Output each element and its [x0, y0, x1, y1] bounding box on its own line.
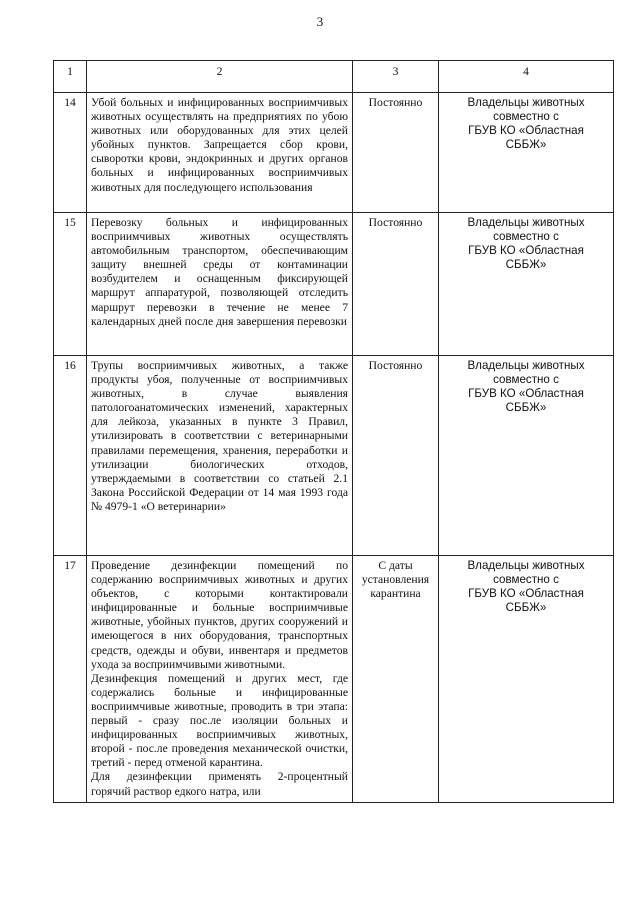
header-cell-number: 1 — [54, 61, 87, 93]
table-row — [54, 93, 614, 213]
responsible-line: ГБУВ КО «Областная — [468, 587, 584, 601]
page-number: 3 — [316, 14, 324, 29]
table-header-row — [54, 61, 614, 93]
header-cell-term: 3 — [353, 61, 439, 93]
table-row — [54, 356, 614, 556]
responsible-line: Владельцы животных — [467, 359, 585, 372]
responsible-line: СББЖ» — [505, 258, 547, 272]
responsible-line: СББЖ» — [505, 601, 547, 615]
responsible-line: ГБУВ КО «Областная — [468, 124, 584, 138]
row-responsible — [439, 93, 614, 213]
row-term: С даты установления карантина — [353, 556, 439, 803]
row-number: 15 — [54, 213, 87, 356]
responsible-line: ГБУВ КО «Областная — [468, 387, 584, 401]
responsible-line: совместно с — [493, 230, 559, 244]
row-term: Постоянно — [353, 213, 439, 356]
table-row — [54, 213, 614, 356]
measure-paragraph: Дезинфекция помещений и других мест, где содержались больные и инфицированные восприимчивые животные, проводить в три этапа: первый - сразу пос.ле изоляции больных и инфицированных восприимчивых животных, второй - пос.ле проведения механической очистки, третий - перед отменой карантина. — [91, 671, 348, 770]
measure-paragraph: Проведение дезинфекции помещений по содержанию восприимчивых животных и других объектов, с которыми контактировали инфицированные и больные восприимчивые животные, убойных пунктов, других сооружений и имеющегося в них оборудования, транспортных средств, одежды и обуви, инвентаря и предметов ухода за восприимчивыми животными. — [91, 559, 348, 671]
row-responsible — [439, 213, 614, 356]
measure-paragraph: Для дезинфекции применять 2-процентный горячий раствор едкого натра, или — [91, 770, 348, 798]
responsible-line: Владельцы животных — [467, 96, 585, 109]
measure-paragraph: Трупы восприимчивых животных, а также продукты убоя, полученные от восприимчивых животных, в случае выявления патологоанатомических изменений, характерных для лейкоза, указанных в пункте 3 Правил, утилизировать в соответствии с ветеринарными правилами перемещения, хранения, переработки и утилизации биологических отходов, утверждаемыми в соответствии со статьей 2.1 Закона Российской Федерации от 14 мая 1993 года № 4979-1 «О ветеринарии» — [91, 359, 348, 513]
row-measure-text — [87, 556, 353, 803]
row-term: Постоянно — [353, 93, 439, 213]
row-number: 17 — [54, 556, 87, 803]
row-responsible — [439, 356, 614, 556]
responsible-line: ГБУВ КО «Областная — [468, 244, 584, 258]
row-measure-text — [87, 213, 353, 356]
table-row — [54, 556, 614, 803]
row-number: 16 — [54, 356, 87, 556]
responsible-line: совместно с — [493, 110, 559, 124]
measure-paragraph: Перевозку больных и инфицированных восприимчивых животных осуществлять автомобильным транспортом, обеспечивающим защиту внешней среды от контаминации возбудителем и оснащенным фиксирующей маршрут аппаратурой, позволяющей отследить маршрут перевозки в течение не менее 7 календарных дней после дня завершения перевозки — [91, 216, 348, 328]
responsible-line: СББЖ» — [505, 401, 547, 415]
row-responsible — [439, 556, 614, 803]
header-cell-measure: 2 — [87, 61, 353, 93]
row-measure-text — [87, 93, 353, 213]
row-term: Постоянно — [353, 356, 439, 556]
header-cell-responsible: 4 — [439, 61, 614, 93]
responsible-line: Владельцы животных — [467, 559, 585, 572]
responsible-line: Владельцы животных — [467, 216, 585, 229]
responsible-line: совместно с — [493, 573, 559, 587]
row-number: 14 — [54, 93, 87, 213]
measures-table — [53, 60, 614, 803]
responsible-line: совместно с — [493, 373, 559, 387]
responsible-line: СББЖ» — [505, 138, 547, 152]
row-measure-text — [87, 356, 353, 556]
measure-paragraph: Убой больных и инфицированных восприимчивых животных осуществлять на предприятиях по убою животных или оборудованных для этих целей убойных пунктов. Запрещается сбор крови, сыворотки крови, эндокринных и других органов больных и инфицированных восприимчивых животных для последующего использования — [91, 96, 348, 194]
